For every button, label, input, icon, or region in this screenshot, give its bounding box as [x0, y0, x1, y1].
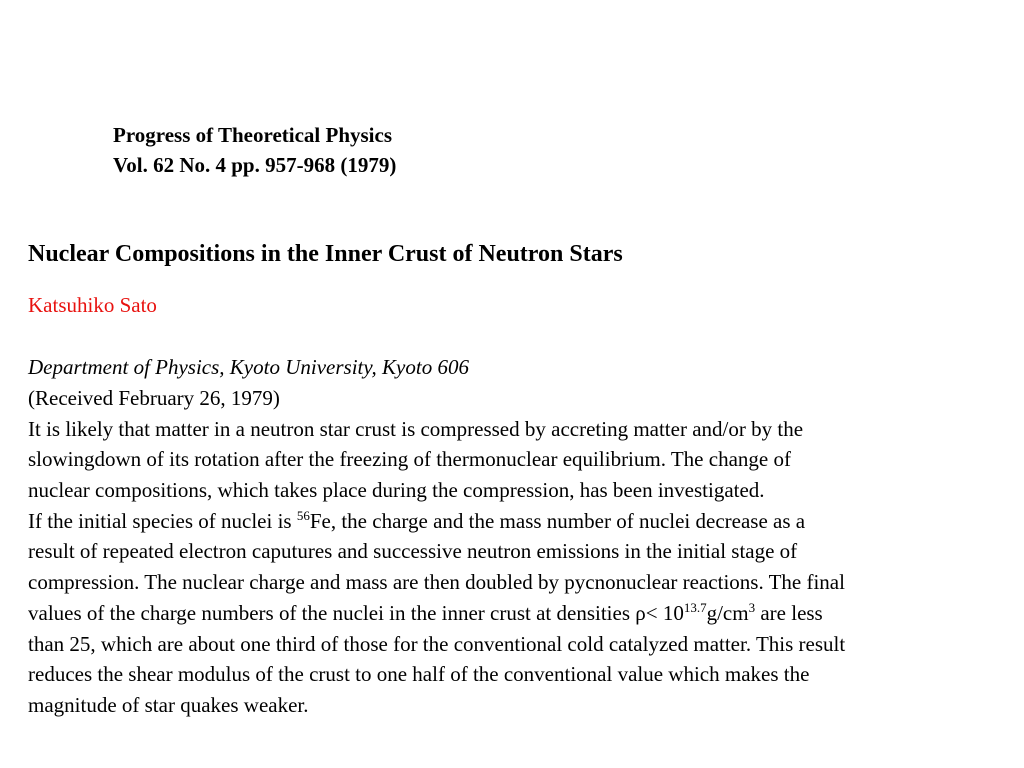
affiliation: Department of Physics, Kyoto University, Kyoto 606	[28, 355, 469, 379]
abstract-line: nuclear compositions, which takes place during the compression, has been investigated.	[28, 478, 765, 503]
author-name: Katsuhiko Sato	[28, 293, 157, 317]
abstract-text: are less	[755, 600, 823, 625]
unit-exponent: 3	[748, 599, 756, 615]
abstract-line: than 25, which are about one third of those for the conventional cold catalyzed matter. This result	[28, 631, 846, 656]
abstract-text: Fe, the charge and the mass number of nuclei decrease as a	[309, 508, 806, 533]
received-date: (Received February 26, 1979)	[28, 386, 280, 410]
paper-title: Nuclear Compositions in the Inner Crust of Neutron Stars	[28, 241, 623, 267]
journal-volume: Vol. 62 No. 4 pp. 957-968 (1979)	[113, 153, 397, 177]
abstract-text: values of the charge numbers of the nuclei in the inner crust at densities ρ< 10	[28, 600, 684, 625]
abstract-line: reduces the shear modulus of the crust to one half of the conventional value which makes the	[28, 662, 810, 687]
abstract-line	[28, 598, 1024, 629]
abstract-line: It is likely that matter in a neutron star crust is compressed by accreting matter and/or by the	[28, 416, 804, 441]
journal-header	[113, 120, 396, 180]
abstract-line: result of repeated electron caputures and successive neutron emissions in the initial stage of	[28, 539, 798, 564]
density-exponent: 13.7	[683, 599, 707, 615]
density-unit: g/cm	[706, 600, 749, 625]
isotope-mass-number: 56	[296, 507, 310, 523]
abstract-line: slowingdown of its rotation after the freezing of thermonuclear equilibrium. The change of	[28, 447, 791, 472]
abstract-line	[28, 506, 1024, 537]
abstract-line: compression. The nuclear charge and mass are then doubled by pycnonuclear reactions. The final	[28, 570, 845, 595]
abstract-line: magnitude of star quakes weaker.	[28, 692, 309, 717]
journal-name: Progress of Theoretical Physics	[113, 123, 392, 147]
abstract-body	[28, 383, 1024, 721]
abstract-text: If the initial species of nuclei is	[28, 508, 297, 533]
